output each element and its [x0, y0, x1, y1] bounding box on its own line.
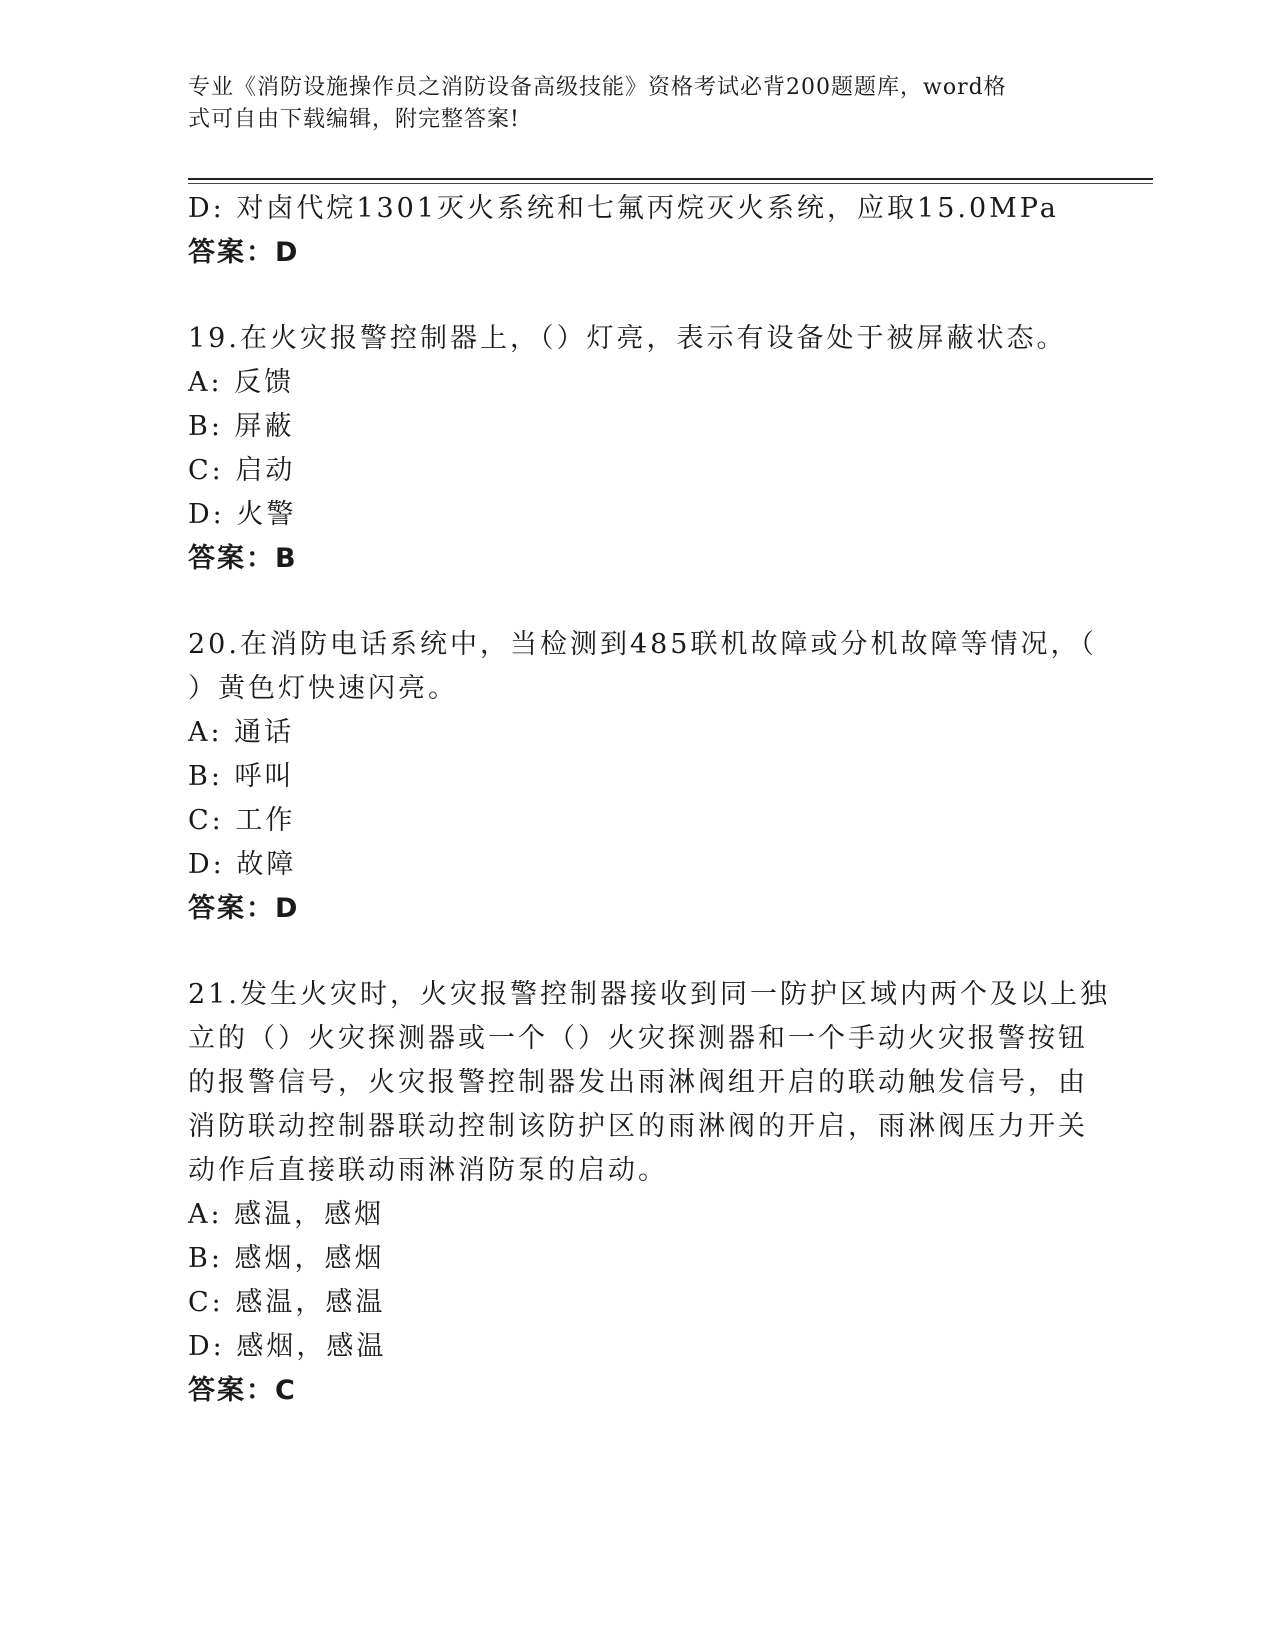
q21-answer: 答案：C [188, 1375, 297, 1406]
q20-option-d: D: 故障 [188, 849, 297, 880]
q20-option-c: C: 工作 [188, 805, 296, 836]
header-rule-thin [188, 183, 1153, 184]
q21-stem-line-1: 21.发生火灾时，火灾报警控制器接收到同一防护区域内两个及以上独 [188, 979, 1110, 1010]
header-line-2: 式可自由下载编辑，附完整答案! [188, 107, 520, 132]
q19-option-b: B: 屏蔽 [188, 411, 295, 442]
q21-stem-line-3: 的报警信号，火灾报警控制器发出雨淋阀组开启的联动触发信号，由 [188, 1067, 1088, 1098]
q19-option-a: A: 反馈 [188, 367, 295, 398]
q21-option-a: A: 感温，感烟 [188, 1199, 385, 1230]
q20-stem-line-1: 20.在消防电话系统中，当检测到485联机故障或分机故障等情况，（ [188, 629, 1097, 660]
document-header [188, 72, 1068, 136]
q19-option-c: C: 启动 [188, 455, 296, 486]
q20-option-b: B: 呼叫 [188, 761, 295, 792]
q20-option-a: A: 通话 [188, 717, 295, 748]
q21-stem-line-5: 动作后直接联动雨淋消防泵的启动。 [188, 1155, 668, 1186]
q21-option-d: D: 感烟，感温 [188, 1331, 387, 1362]
q21-stem-line-2: 立的（）火灾探测器或一个（）火灾探测器和一个手动火灾报警按钮 [188, 1023, 1088, 1054]
q21-option-b: B: 感烟，感烟 [188, 1243, 385, 1274]
header-rule-thick [188, 178, 1153, 180]
q20-stem-line-2: ）黄色灯快速闪亮。 [188, 673, 458, 704]
q18-answer: 答案：D [188, 237, 300, 268]
q19-stem: 19.在火灾报警控制器上，（）灯亮，表示有设备处于被屏蔽状态。 [188, 323, 1067, 354]
q19-answer: 答案：B [188, 543, 298, 574]
q21-option-c: C: 感温，感温 [188, 1287, 386, 1318]
q20-answer: 答案：D [188, 893, 300, 924]
header-line-1: 专业《消防设施操作员之消防设备高级技能》资格考试必背200题题库，word格 [188, 75, 1007, 100]
q19-option-d: D: 火警 [188, 499, 297, 530]
q21-stem-line-4: 消防联动控制器联动控制该防护区的雨淋阀的开启，雨淋阀压力开关 [188, 1111, 1088, 1142]
q18-option-d: D: 对卤代烷1301灭火系统和七氟丙烷灭火系统，应取15.0MPa [188, 193, 1059, 224]
